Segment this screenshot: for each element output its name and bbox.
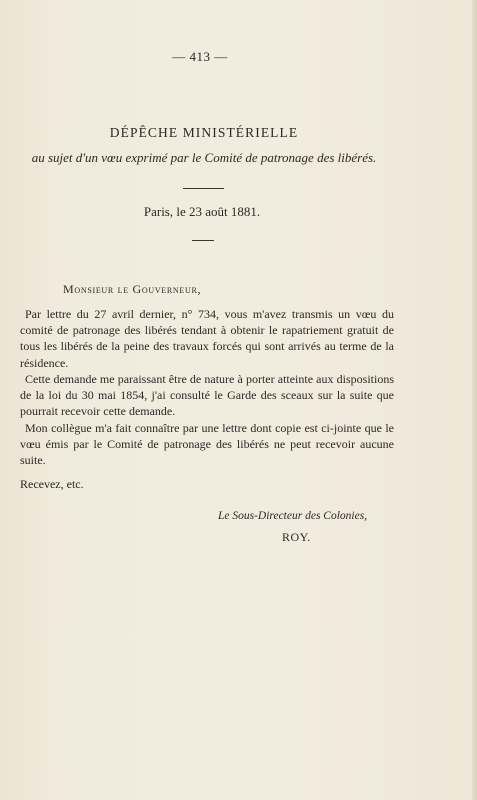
- document-title: DÉPÊCHE MINISTÉRIELLE: [109, 125, 299, 140]
- signature-title: Le Sous-Directeur des Colonies,: [218, 510, 368, 522]
- body-paragraph: Par lettre du 27 avril dernier, n° 734, vous m'avez transmis un vœu du comité de patronage des libérés tendant à obtenir le rapatriement gratuit de tous les libérés de la peine des travaux forcés qui sont arrivés au terme de la résidence.: [20, 307, 394, 370]
- body-paragraph: Mon collègue m'a fait connaître par une lettre dont copie est ci-jointe que le vœu émis par le Comité de patronage des libérés ne peut recevoir aucune suite.: [20, 421, 394, 468]
- date-divider: [192, 240, 214, 241]
- page-edge: [472, 0, 477, 800]
- page-number: — 413 —: [172, 49, 228, 64]
- signature-name: ROY.: [282, 530, 311, 544]
- dateline: Paris, le 23 août 1881.: [143, 204, 261, 219]
- document-subtitle: au sujet d'un vœu exprimé par le Comité de patronage des libérés.: [31, 150, 377, 165]
- closing-line: Recevez, etc.: [20, 477, 84, 491]
- body-paragraph: Cette demande me paraissant être de nature à porter atteinte aux dispositions de la loi du 30 mai 1854, j'ai consulté le Garde des sceaux sur la suite que pourrait recevoir cette demande.: [20, 372, 394, 419]
- title-divider: [183, 188, 224, 189]
- salutation: Monsieur le Gouverneur,: [63, 282, 202, 296]
